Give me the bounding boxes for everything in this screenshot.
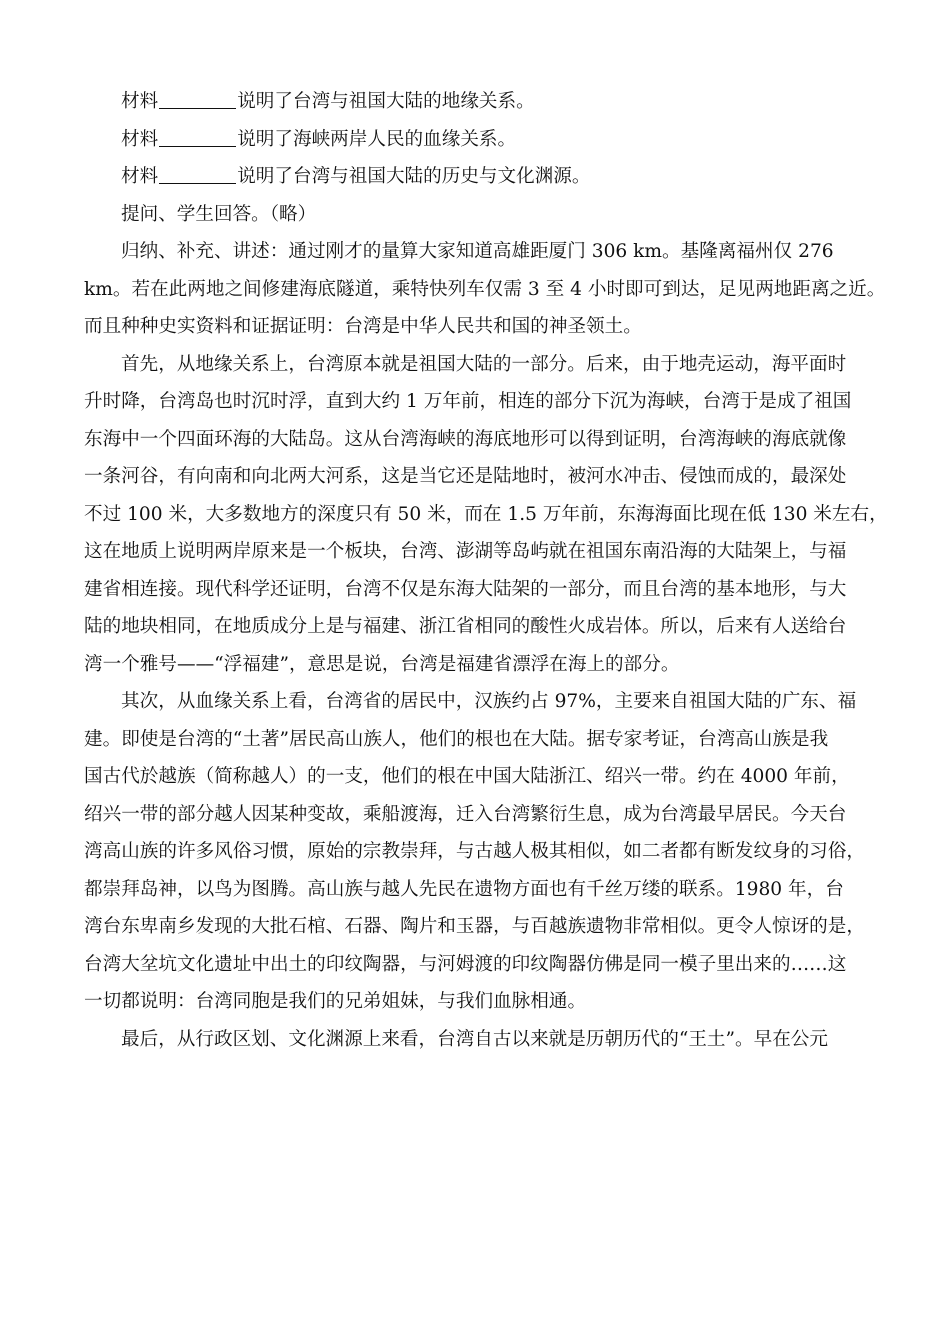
summary-line: km。若在此两地之间修建海底隧道，乘特快列车仅需 3 至 4 小时即可到达，足见两地距离之近。 [84, 278, 886, 300]
material-line-2: 材料 说明了海峡两岸人民的血缘关系。 [121, 128, 517, 150]
material-line-1: 材料 说明了台湾与祖国大陆的地缘关系。 [121, 91, 535, 112]
geo-line: 东海中一个四面环海的大陆岛。这从台湾海峡的海底地形可以得到证明，台湾海峡的海底就像 [84, 428, 847, 450]
answer-blank-2[interactable] [159, 128, 236, 147]
geo-line: 首先，从地缘关系上，台湾原本就是祖国大陆的一部分。后来，由于地壳运动，海平面时 [121, 353, 847, 375]
blood-line: 台湾大坌坑文化遗址中出土的印纹陶器，与河姆渡的印纹陶器仿佛是同一模子里出来的……这 [84, 953, 847, 975]
summary-line: 而且种种史实资料和证据证明：台湾是中华人民共和国的神圣领土。 [84, 316, 642, 337]
blood-line: 国古代於越族（简称越人）的一支，他们的根在中国大陆浙江、绍兴一带。约在 4000 年前， [84, 766, 850, 787]
geo-line: 一条河谷，有向南和向北两大河系，这是当它还是陆地时，被河水冲击、侵蚀而成的，最深处 [84, 466, 847, 487]
blood-line: 绍兴一带的部分越人因某种变故，乘船渡海，迁入台湾繁衍生息，成为台湾最早居民。今天台 [84, 803, 847, 825]
blood-paragraph [84, 683, 881, 1021]
blood-line: 其次，从血缘关系上看，台湾省的居民中，汉族约占 97%，主要来自祖国大陆的广东、福 [121, 691, 857, 712]
answer-blank-1[interactable] [159, 90, 236, 109]
blood-line: 湾高山族的许多风俗习惯，原始的宗教崇拜，与古越人极其相似，如二者都有断发纹身的习俗， [84, 841, 865, 862]
geo-line: 这在地质上说明两岸原来是一个板块，台湾、澎湖等岛屿就在祖国东南沿海的大陆架上，与福 [84, 541, 847, 562]
document-page [84, 83, 888, 1058]
material-line-3: 材料 说明了台湾与祖国大陆的历史与文化渊源。 [121, 166, 591, 187]
geo-line: 建省相连接。现代科学还证明，台湾不仅是东海大陆架的一部分，而且台湾的基本地形，与大 [84, 578, 847, 600]
question-paragraph: 提问、学生回答。（略） [121, 203, 317, 225]
blood-line: 建。即使是台湾的“土著”居民高山族人，他们的根也在大陆。据专家考证，台湾高山族是我 [84, 728, 829, 750]
blood-line: 都崇拜岛神，以鸟为图腾。高山族与越人先民在遗物方面也有千丝万缕的联系。1980 年，台 [84, 878, 844, 900]
blood-line: 一切都说明：台湾同胞是我们的兄弟姐妹，与我们血脉相通。 [84, 991, 587, 1012]
history-line: 最后，从行政区划、文化渊源上来看，台湾自古以来就是历朝历代的“王土”。早在公元 [121, 1028, 828, 1050]
answer-blank-3[interactable] [159, 165, 236, 184]
geo-paragraph [84, 346, 888, 684]
geo-line: 湾一个雅号——“浮福建”，意思是说，台湾是福建省漂浮在海上的部分。 [84, 653, 680, 675]
geo-line: 升时降，台湾岛也时沉时浮，直到大约 1 万年前，相连的部分下沉为海峡，台湾于是成了祖国 [84, 391, 852, 412]
geo-line: 陆的地块相同，在地质成分上是与福建、浙江省相同的酸性火成岩体。所以，后来有人送给台 [84, 616, 847, 637]
history-paragraph [84, 1021, 881, 1059]
summary-line: 归纳、补充、讲述：通过刚才的量算大家知道高雄距厦门 306 km。基隆离福州仅 276 [121, 241, 834, 262]
summary-paragraph [84, 233, 886, 346]
blood-line: 湾台东卑南乡发现的大批石棺、石器、陶片和玉器，与百越族遗物非常相似。更令人惊讶的是， [84, 916, 865, 937]
geo-line: 不过 100 米，大多数地方的深度只有 50 米，而在 1.5 万年前，东海海面比现在低 130 米左右， [84, 503, 888, 525]
